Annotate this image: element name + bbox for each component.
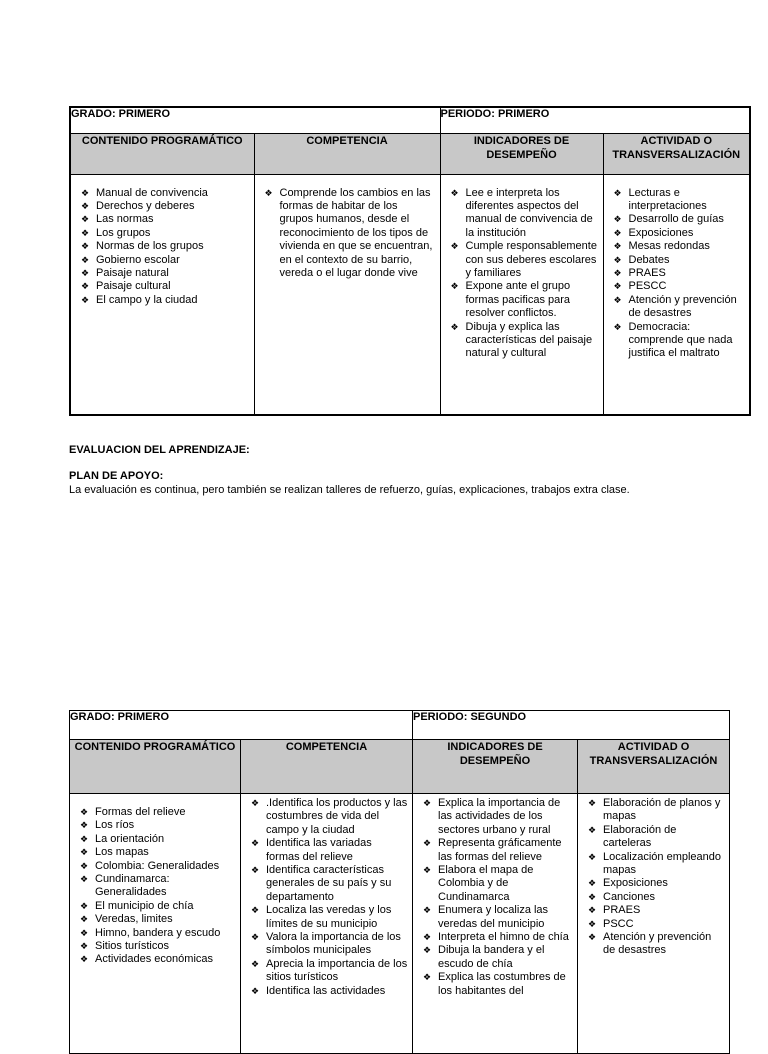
list-item: ❖ Gobierno escolar (71, 254, 254, 267)
list-item: ❖ Expone ante el grupo formas pacificas para resolver conflictos. (441, 280, 603, 320)
list-item: ❖ Atención y prevención de desastres (578, 931, 729, 958)
list-item: ❖ Formas del relieve (70, 806, 240, 819)
list-item: ❖ Representa gráficamente las formas del relieve (413, 837, 577, 864)
competencia-cell (254, 174, 440, 415)
contenido-cell-2 (70, 794, 241, 1054)
contenido-cell (70, 174, 254, 415)
list-item: ❖ PRAES (578, 904, 729, 917)
list-item: ❖ Mesas redondas (604, 240, 750, 253)
header-actividad-2: ACTIVIDAD O TRANSVERSALIZACIÓN (578, 740, 730, 794)
list-item: ❖ Himno, bandera y escudo (70, 927, 240, 940)
contenido-list-2 (70, 806, 240, 967)
list-item: ❖ Cundinamarca: Generalidades (70, 873, 240, 900)
list-item: ❖ Valora la importancia de los símbolos municipales (241, 931, 408, 958)
list-item: ❖ Democracia: comprende que nada justifica el maltrato (604, 321, 750, 361)
header-contenido: CONTENIDO PROGRAMÁTICO (70, 133, 254, 174)
competencia-cell-2 (241, 794, 413, 1054)
list-item: ❖ Identifica las variadas formas del relieve (241, 837, 408, 864)
grado-cell: GRADO: PRIMERO (70, 107, 440, 133)
list-item: ❖ El campo y la ciudad (71, 294, 254, 307)
list-item: ❖ Veredas, limites (70, 913, 240, 926)
list-item: ❖ El municipio de chía (70, 900, 240, 913)
indicadores-list-2 (413, 797, 577, 998)
list-item: ❖ Exposiciones (604, 227, 750, 240)
actividad-list (604, 187, 750, 361)
list-item: ❖ Normas de los grupos (71, 240, 254, 253)
list-item: ❖ Elabora el mapa de Colombia y de Cundinamarca (413, 864, 577, 904)
header-competencia: COMPETENCIA (254, 133, 440, 174)
actividad-cell-2 (578, 794, 730, 1054)
list-item: ❖ Los ríos (70, 819, 240, 832)
indicadores-list (441, 187, 603, 361)
list-item: ❖ La orientación (70, 833, 240, 846)
list-item: ❖ Comprende los cambios en las formas de habitar de los grupos humanos, desde el reconocimiento de los tipos de vivienda en que se encuentran, en el contexto de su barrio, vereda o el lugar donde vive (255, 187, 434, 281)
list-item: ❖ Colombia: Generalidades (70, 860, 240, 873)
list-item: ❖ Lee e interpreta los diferentes aspectos del manual de convivencia de la institución (441, 187, 603, 241)
list-item: ❖ Paisaje cultural (71, 280, 254, 293)
list-item: ❖ PESCC (604, 280, 750, 293)
list-item: ❖ Derechos y deberes (71, 200, 254, 213)
list-item: ❖ Sitios turísticos (70, 940, 240, 953)
periodo-cell: PERIODO: PRIMERO (440, 107, 750, 133)
list-item: ❖ Paisaje natural (71, 267, 254, 280)
indicadores-cell (440, 174, 603, 415)
list-item: ❖ Aprecia la importancia de los sitios turísticos (241, 958, 408, 985)
list-item: ❖ Los grupos (71, 227, 254, 240)
list-item: ❖ Exposiciones (578, 877, 729, 890)
list-item: ❖ Lecturas e interpretaciones (604, 187, 750, 214)
list-item: ❖ Manual de convivencia (71, 187, 254, 200)
plan-table-periodo-primero (69, 106, 751, 416)
list-item: ❖ Cumple responsablemente con sus deberes escolares y familiares (441, 240, 603, 280)
competencia-list-2 (241, 797, 412, 998)
actividad-cell (603, 174, 750, 415)
list-item: ❖ Interpreta el himno de chía (413, 931, 577, 944)
list-item: ❖ Identifica las actividades (241, 985, 408, 998)
header-contenido-2: CONTENIDO PROGRAMÁTICO (70, 740, 241, 794)
list-item: ❖ Dibuja la bandera y el escudo de chía (413, 944, 577, 971)
header-indicadores-2: INDICADORES DE DESEMPEÑO (413, 740, 578, 794)
list-item: ❖ Elaboración de planos y mapas (578, 797, 729, 824)
list-item: ❖ PRAES (604, 267, 750, 280)
list-item: ❖ Enumera y localiza las veredas del municipio (413, 904, 577, 931)
list-item: ❖ PSCC (578, 918, 729, 931)
list-item: ❖ Localización empleando mapas (578, 851, 729, 878)
header-actividad: ACTIVIDAD O TRANSVERSALIZACIÓN (603, 133, 750, 174)
list-item: ❖ Canciones (578, 891, 729, 904)
contenido-list (71, 187, 254, 308)
list-item: ❖ Elaboración de carteleras (578, 824, 729, 851)
grado-cell-2: GRADO: PRIMERO (70, 711, 413, 740)
indicadores-cell-2 (413, 794, 578, 1054)
list-item: ❖ .Identifica los productos y las costumbres de vida del campo y la ciudad (241, 797, 408, 837)
list-item: ❖ Explica las costumbres de los habitantes del (413, 971, 577, 998)
list-item: ❖ Explica la importancia de las actividades de los sectores urbano y rural (413, 797, 577, 837)
list-item: ❖ Identifica características generales de su país y su departamento (241, 864, 408, 904)
actividad-list-2 (578, 797, 729, 958)
header-indicadores: INDICADORES DE DESEMPEÑO (440, 133, 603, 174)
plan-apoyo-text: La evaluación es continua, pero también se realizan talleres de refuerzo, guías, explicaciones, trabajos extra clase. (69, 484, 630, 496)
plan-apoyo-heading: PLAN DE APOYO: (69, 470, 164, 482)
plan-table-periodo-segundo (69, 710, 730, 1054)
list-item: ❖ Los mapas (70, 846, 240, 859)
list-item: ❖ Actividades económicas (70, 953, 240, 966)
list-item: ❖ Dibuja y explica las características del paisaje natural y cultural (441, 321, 603, 361)
list-item: ❖ Atención y prevención de desastres (604, 294, 750, 321)
list-item: ❖ Desarrollo de guías (604, 213, 750, 226)
list-item: ❖ Las normas (71, 213, 254, 226)
periodo-cell-2: PERIODO: SEGUNDO (413, 711, 730, 740)
competencia-list (255, 187, 440, 281)
evaluacion-heading: EVALUACION DEL APRENDIZAJE: (69, 444, 250, 456)
list-item: ❖ Debates (604, 254, 750, 267)
header-competencia-2: COMPETENCIA (241, 740, 413, 794)
list-item: ❖ Localiza las veredas y los límites de su municipio (241, 904, 408, 931)
